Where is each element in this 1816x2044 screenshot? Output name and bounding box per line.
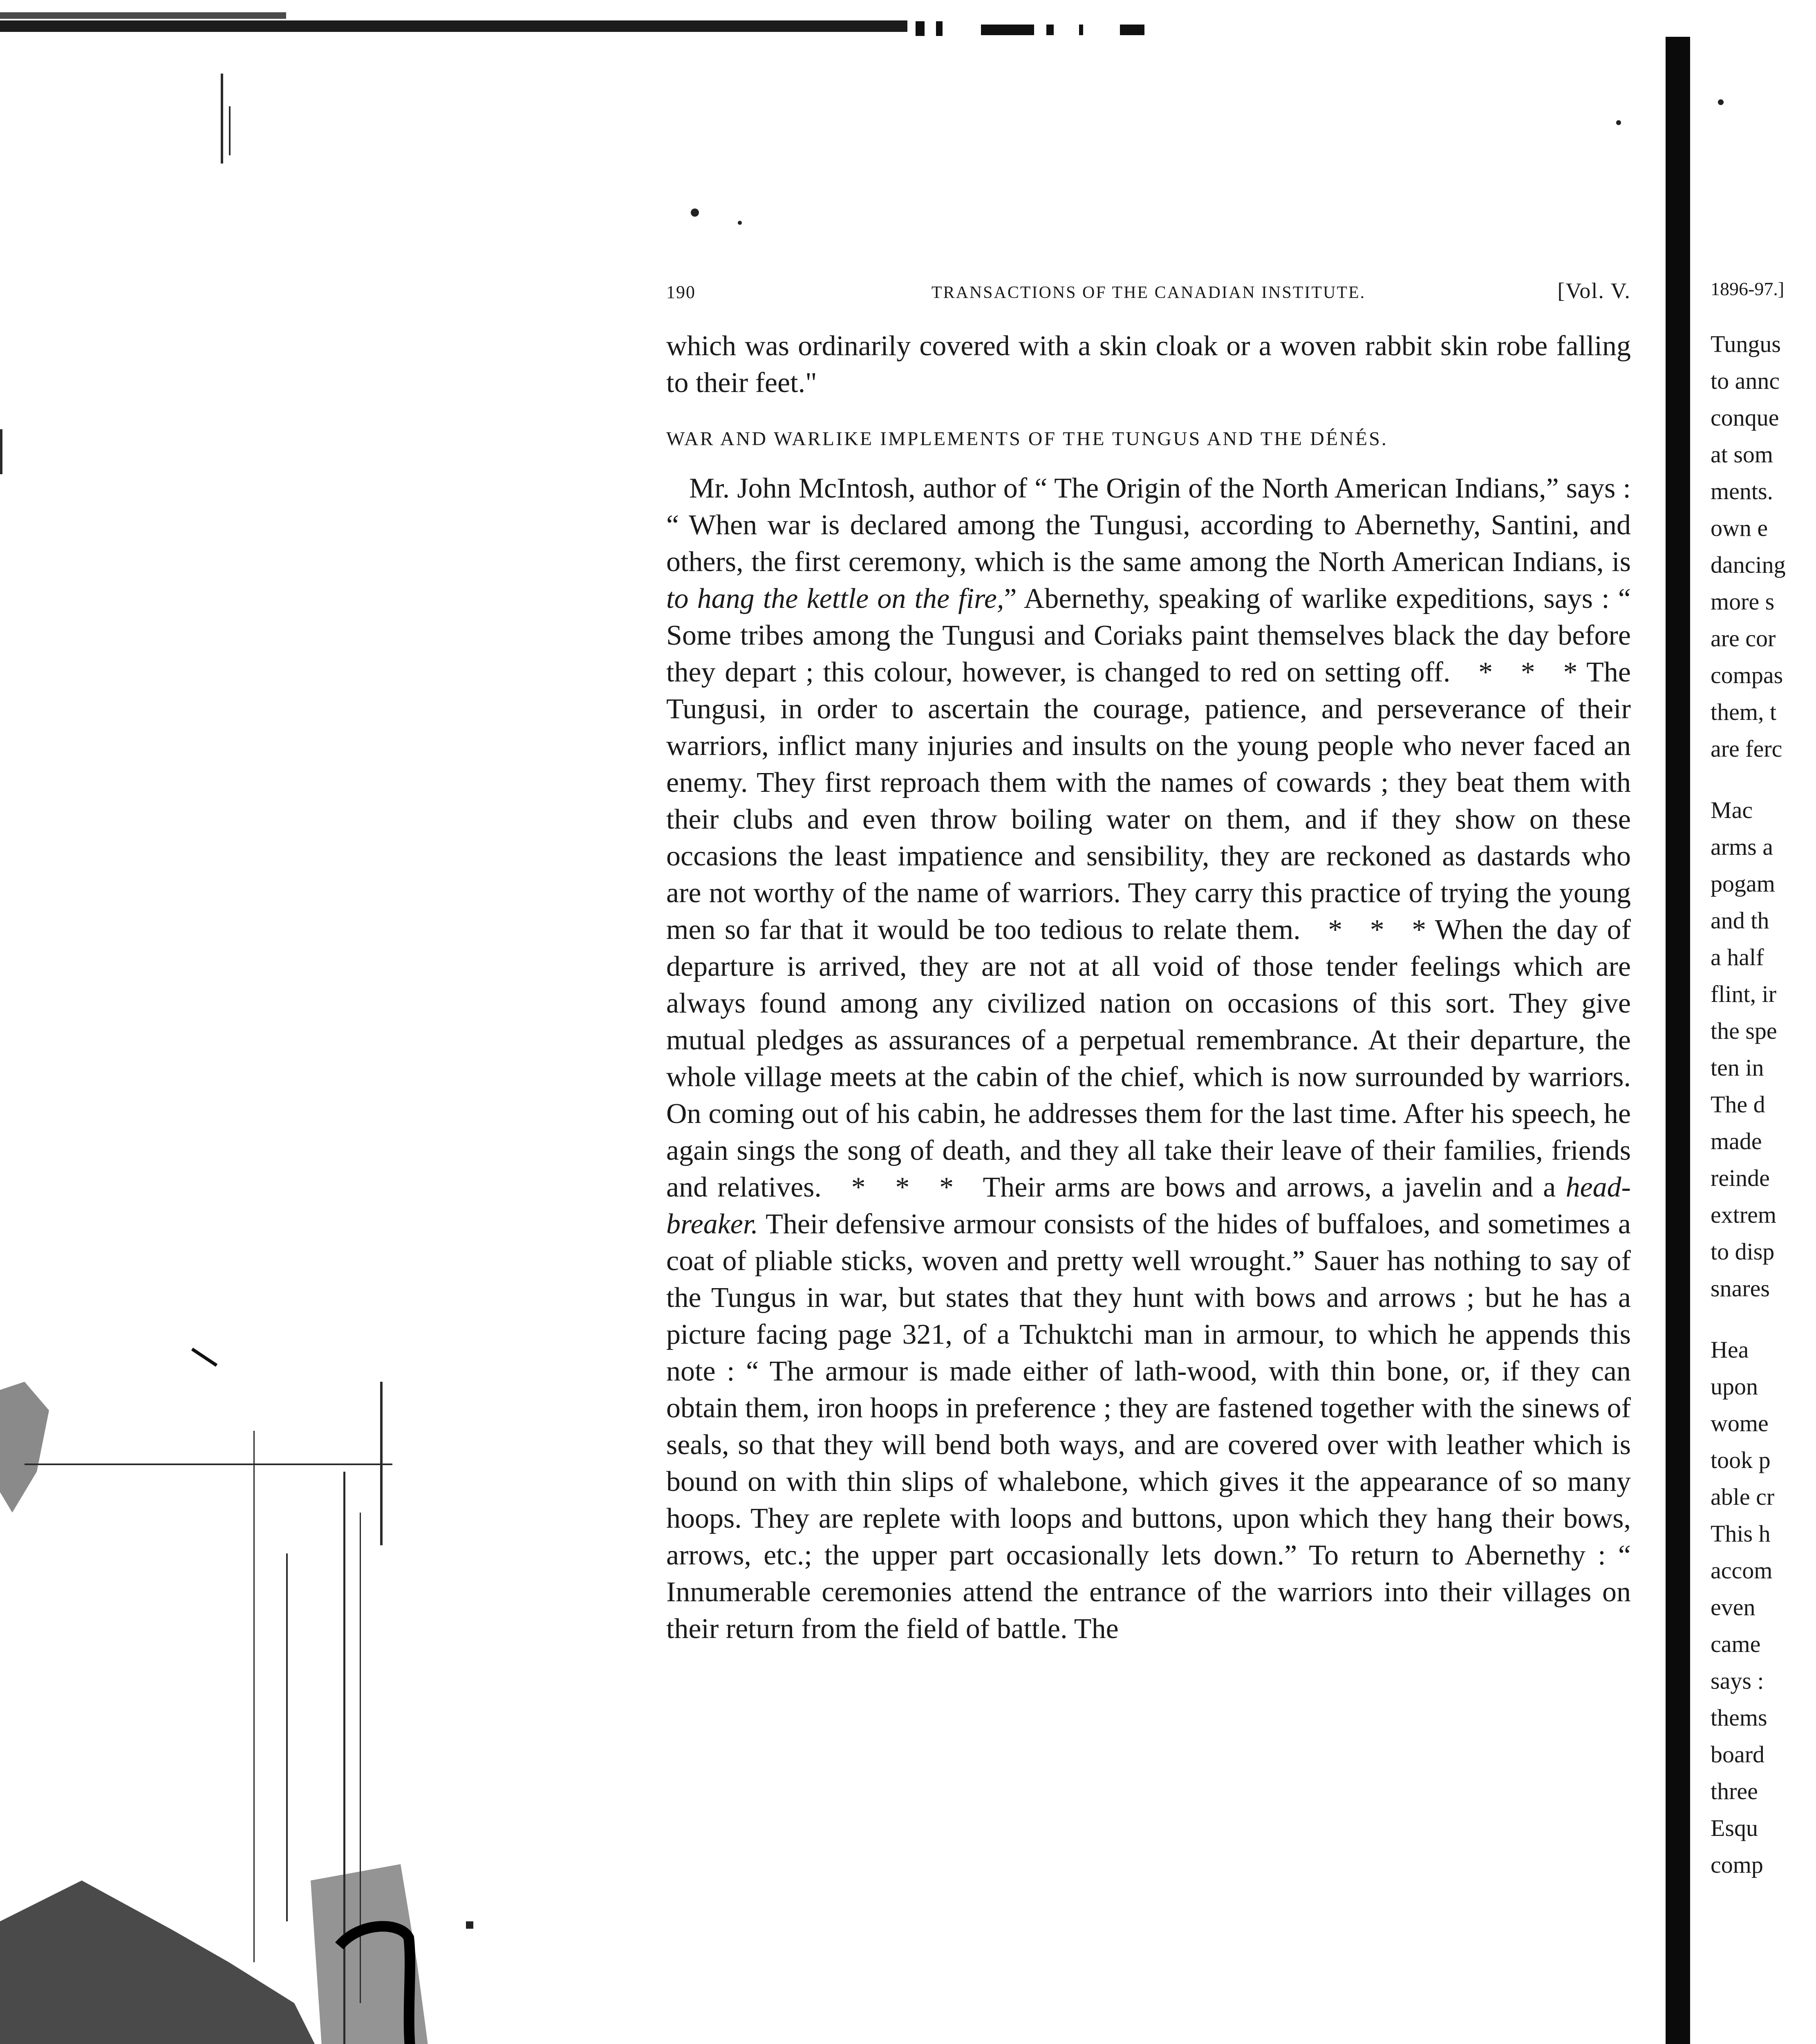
volume-label: [Vol. V. [1557,278,1631,303]
right-page-fragment [1711,278,1816,1883]
right-page-line: reinde [1711,1165,1770,1191]
right-page-line: Mac [1711,797,1753,823]
right-page-line: able cr [1711,1484,1775,1510]
asterisks-1: * * * [1450,657,1578,688]
section-heading: WAR AND WARLIKE IMPLEMENTS OF THE TUNGUS AND THE DÉNÉS. [666,428,1388,450]
scan-top-border [0,8,1144,41]
asterisks-2: * * * [1300,914,1426,946]
continued-paragraph: which was ordinarily covered with a skin cloak or a woven rabbit skin robe falling to their feet." [666,330,1631,399]
right-page-block-2 [1711,792,1816,1307]
main-paragraph [666,470,1631,1647]
right-page-line: arms a [1711,834,1773,860]
right-page-line: thems [1711,1704,1767,1731]
right-page-line: conque [1711,404,1779,431]
right-page-line: Tungus [1711,331,1781,357]
right-page-line: dancing [1711,551,1786,578]
text-run-5: Their arms are bows and arrows, a javelin and a [983,1172,1566,1203]
right-page-line: board [1711,1741,1765,1768]
book-spine-shadow [1666,37,1690,2044]
body-text [666,328,1631,1647]
right-page-line: them, t [1711,699,1777,725]
right-page-line: ments. [1711,478,1773,504]
right-page-line: are ferc [1711,735,1782,762]
right-page-line: comp [1711,1851,1763,1878]
right-page-line: flint, ir [1711,981,1777,1007]
text-run-6: Their defensive armour consists of the hides of buffaloes, and sometimes a coat of pliable sticks, woven and pretty well wrought.” Sauer has nothing to say of the Tungus in war, but states that they hunt with bows and arrows ; but he has a picture facing page 321, of a Tchuktchi man in armour, to which he appends this note : “ The armour is made either of lath-wood, with thin bone, or, if they can obtain them, iron hoops in preference ; they are fastened together with the sinews of seals, so that they will bend both ways, and are covered over with leather which is bound on with thin slips of whalebone, which gives it the appearance of so many hoops. They are replete with loops and buttons, upon which they hang their bows, arrows, etc.; the upper part occasionally lets down.” To return to Abernethy : “ Innumerable ceremonies attend the entrance of the warriors into their villages on their return from the field of battle. The [666,1208,1631,1645]
right-page-line: upon [1711,1373,1758,1400]
right-page-block-1 [1711,326,1816,767]
right-page-line: ten in [1711,1054,1764,1081]
right-page-line: extrem [1711,1201,1777,1228]
asterisks-3: * * * [821,1172,983,1203]
running-head [666,278,1631,303]
right-page-line: Esqu [1711,1815,1758,1841]
page-number: 190 [666,282,696,302]
right-page-line: and th [1711,907,1769,934]
scan-noise-left-margin [0,0,490,2044]
text-run-2: ” Abernethy, speaking of warlike expeditions, says : “ Some tribes among the Tungusi and Coriaks paint themselves black the day before they depart ; this colour, however, is changed to red on setting off. [666,583,1631,688]
right-page-line: took p [1711,1447,1771,1473]
right-page-line: more s [1711,588,1775,615]
right-page-line: to disp [1711,1238,1775,1265]
text-run-3: The Tungusi, in order to ascertain the courage, patience, and perseverance of their warriors, inflict many injuries and insults on the young people who never faced an enemy. They first reproach them with the names of cowards ; they beat them with their clubs and even throw boiling water on them, and if they show on these occasions the least impatience and sensibility, they are reckoned as dastards who are not worthy of the name of warriors. They carry this practice of trying the young men so far that it would be too tedious to relate them. [666,657,1631,946]
right-page-line: a half [1711,944,1764,970]
right-page-line: are cor [1711,625,1776,652]
right-page-line: pogam [1711,870,1775,897]
right-page-line: even [1711,1594,1756,1620]
right-page-line: The d [1711,1091,1765,1118]
text-run-4: When the day of departure is arrived, they are not at all void of those tender feelings which are always found among any civilized nation on occasions of this sort. They give mutual pledges as assurances of a perpetual remembrance. At their departure, the whole village meets at the cabin of the chief, which is now surrounded by warriors. On coming out of his cabin, he addresses them for the last time. After his speech, he again sings the song of death, and they all take their leave of their families, friends and relatives. [666,914,1631,1203]
right-page-line: compas [1711,662,1783,688]
right-page-block-3 [1711,1331,1816,1883]
right-page-line: This h [1711,1520,1771,1547]
right-page-line: wome [1711,1410,1769,1437]
text-run-1: Mr. John McIntosh, author of “ The Origin of the North American Indians,” says : “ When war is declared among the Tungusi, according to Abernethy, Santini, and others, the first ceremony, which is the same among the North American Indians, is [666,473,1631,578]
right-page-line: made [1711,1128,1762,1154]
right-page-line: three [1711,1778,1758,1804]
running-title: TRANSACTIONS OF THE CANADIAN INSTITUTE. [931,283,1366,302]
right-page-line: to annc [1711,368,1780,394]
right-page-line: at som [1711,441,1773,468]
right-page-line: accom [1711,1557,1773,1584]
right-running-head: 1896-97.] [1711,278,1785,299]
left-page [666,278,1631,1647]
right-page-line: says : [1711,1667,1764,1694]
right-page-line: own e [1711,515,1768,541]
right-page-line: came [1711,1631,1761,1657]
italic-phrase-kettle: to hang the kettle on the fire, [666,583,1004,614]
italic-phrase-head-breaker: head-breaker. [666,1172,1631,1240]
right-page-line: snares [1711,1275,1770,1302]
right-page-line: Hea [1711,1336,1749,1363]
right-page-line: the spe [1711,1018,1777,1044]
